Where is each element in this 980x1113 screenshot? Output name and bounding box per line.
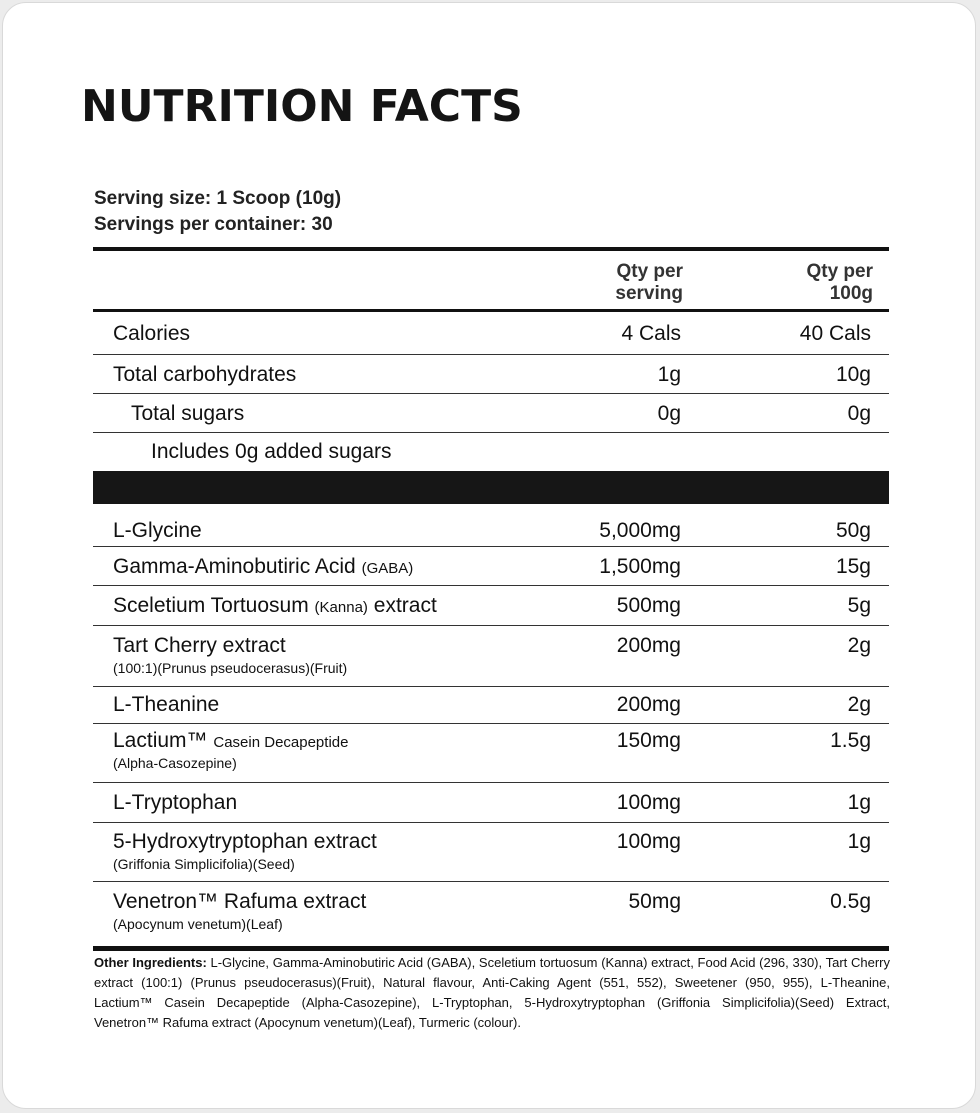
- section-divider-band: [93, 471, 889, 504]
- header-per-serving: Qty per serving: [615, 261, 683, 304]
- row-label: Total sugars: [131, 402, 245, 425]
- row-qty-100g: 2g: [847, 693, 871, 716]
- row-qty-100g: 50g: [835, 519, 871, 542]
- nutrition-table: [93, 247, 889, 951]
- row-qty-serving: 100mg: [616, 791, 681, 814]
- row-qty-serving: 200mg: [616, 634, 681, 657]
- table-header: [93, 251, 889, 312]
- row-qty-serving: 5,000mg: [599, 519, 681, 542]
- other-ingredients-label: Other Ingredients:: [94, 955, 207, 970]
- row-qty-serving: 500mg: [616, 594, 681, 617]
- table-row-ingredient: [93, 505, 889, 547]
- row-label: L-Theanine: [113, 693, 220, 716]
- row-qty-serving: 1,500mg: [599, 555, 681, 578]
- other-ingredients: [94, 953, 890, 1033]
- row-qty-100g: 1g: [847, 791, 871, 814]
- table-row-calories: [93, 312, 889, 355]
- row-qty-100g: 1g: [847, 830, 871, 853]
- row-qty-100g: 5g: [847, 594, 871, 617]
- page-title: NUTRITION FACTS: [81, 81, 523, 132]
- row-qty-serving: 4 Cals: [621, 322, 681, 345]
- row-label: Total carbohydrates: [113, 363, 297, 386]
- row-qty-100g: 0.5g: [830, 890, 871, 913]
- table-row-ingredient: [93, 547, 889, 586]
- row-label: L-Glycine: [113, 519, 202, 542]
- row-label: Tart Cherry extract (100:1)(Prunus pseudocerasus)(Fruit): [113, 634, 348, 676]
- table-row-ingredient: [93, 783, 889, 823]
- row-qty-serving: 100mg: [616, 830, 681, 853]
- table-row-added-sugars: [93, 433, 889, 471]
- serving-size: Serving size: 1 Scoop (10g): [94, 188, 342, 209]
- table-row-ingredient: [93, 882, 889, 946]
- row-qty-serving: 150mg: [616, 729, 681, 752]
- row-label: Calories: [113, 322, 191, 345]
- row-label: Sceletium Tortuosum (Kanna) extract: [113, 594, 437, 617]
- row-label: Lactium™ Casein Decapeptide (Alpha-Casozepine): [113, 729, 349, 771]
- row-qty-100g: 0g: [847, 402, 871, 425]
- table-row-ingredient: [93, 687, 889, 724]
- row-label: Gamma-Aminobutiric Acid (GABA): [113, 555, 414, 578]
- row-label: Venetron™ Rafuma extract (Apocynum venetum)(Leaf): [113, 890, 367, 932]
- row-label: 5-Hydroxytryptophan extract (Griffonia Simplicifolia)(Seed): [113, 830, 377, 872]
- row-qty-100g: 40 Cals: [799, 322, 871, 345]
- row-label: L-Tryptophan: [113, 791, 238, 814]
- other-ingredients-text: L-Glycine, Gamma-Aminobutiric Acid (GABA), Sceletium tortuosum (Kanna) extract, Food Acid (296, 330), Tart Cherry extract (100:1) (Prunus pseudocerasus)(Fruit), Natural flavour, Anti-Caking Agent (551, 552), Sweetener (950, 955), L-Theanine, Lactium™ Casein Decapeptide (Alpha-Casozepine), L-Tryptophan, 5-Hydroxytryptophan (Griffonia Simplicifolia)(Seed) Extract, Venetron™ Rafuma extract (Apocynum venetum)(Leaf), Turmeric (colour).: [94, 955, 890, 1030]
- servings-per-container: Servings per container: 30: [94, 214, 333, 235]
- row-label: Includes 0g added sugars: [151, 440, 392, 463]
- row-qty-100g: 2g: [847, 634, 871, 657]
- table-row-ingredient: [93, 724, 889, 783]
- row-qty-serving: 1g: [657, 363, 681, 386]
- row-qty-serving: 200mg: [616, 693, 681, 716]
- row-qty-serving: 50mg: [628, 890, 681, 913]
- bottom-rule: [93, 946, 889, 951]
- row-qty-100g: 15g: [835, 555, 871, 578]
- table-row-sugars: [93, 394, 889, 433]
- row-qty-serving: 0g: [657, 402, 681, 425]
- table-row-ingredient: [93, 823, 889, 882]
- nutrition-card: [2, 2, 976, 1109]
- row-qty-100g: 10g: [835, 363, 871, 386]
- table-row-ingredient: [93, 626, 889, 687]
- row-qty-100g: 1.5g: [830, 729, 871, 752]
- serving-info: [94, 186, 341, 238]
- table-row-carbohydrates: [93, 355, 889, 394]
- table-row-ingredient: [93, 586, 889, 626]
- header-per-100g: Qty per 100g: [806, 261, 873, 304]
